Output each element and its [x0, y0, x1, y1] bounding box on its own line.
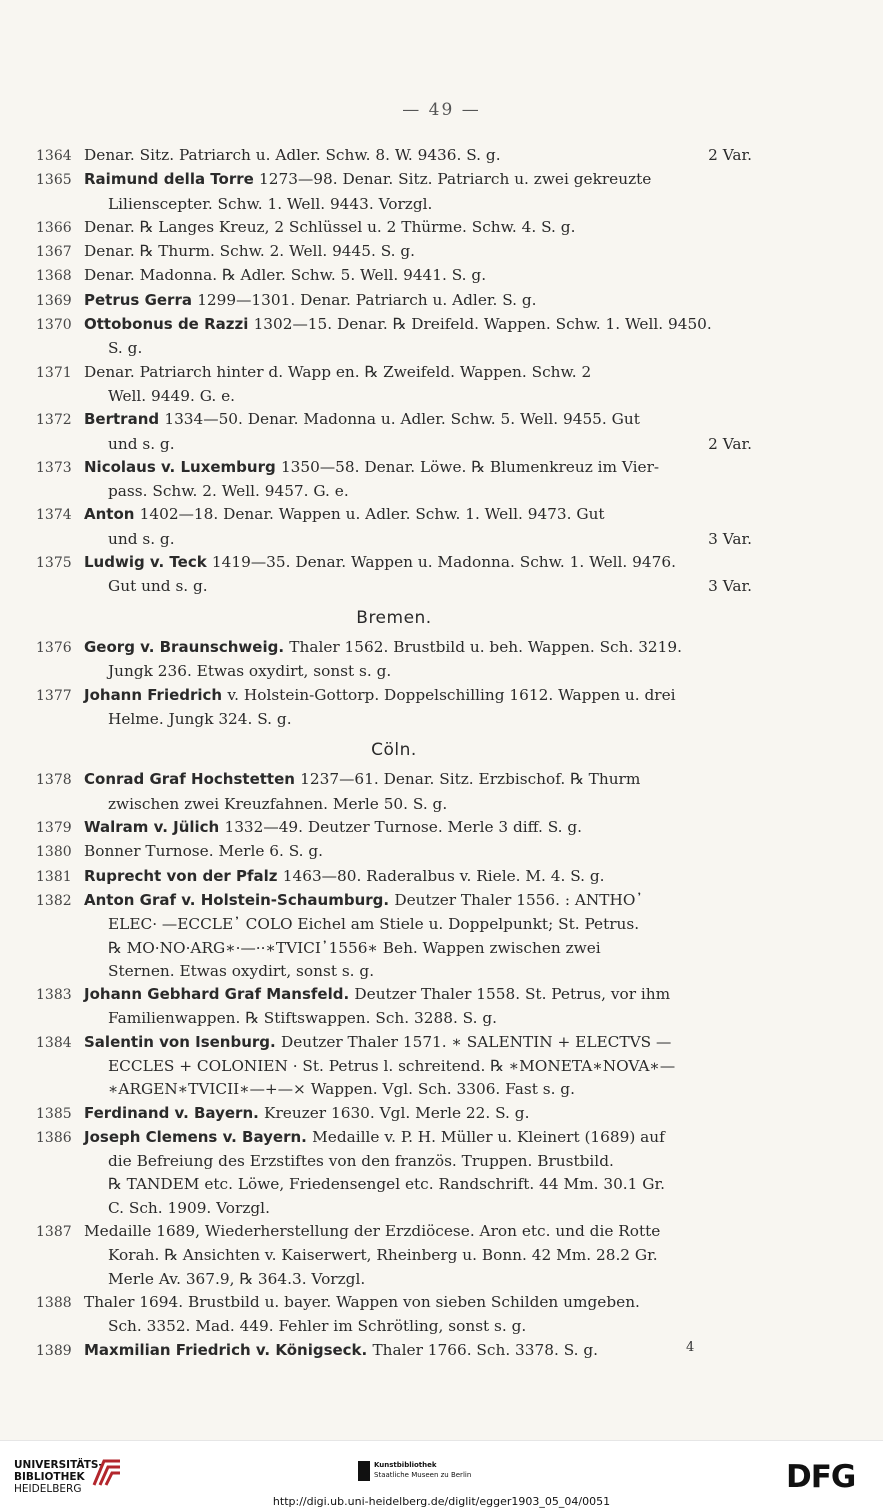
catalog-entry	[36, 408, 752, 456]
catalog-entry	[36, 983, 752, 1031]
entry-variants: 2 Var.	[708, 146, 752, 164]
entry-continuation: ∗ARGEN∗TVICII∗—+—× Wappen. Vgl. Sch. 3306. Fast s. g.	[108, 1080, 575, 1099]
entry-line	[36, 1102, 752, 1126]
catalog-entry	[36, 313, 752, 361]
entry-line	[36, 264, 752, 288]
entry-line	[36, 983, 752, 1007]
catalog-entry	[36, 1291, 752, 1339]
entry-text: Medaille 1689, Wiederherstellung der Erzdiöcese. Aron etc. und die Rotte	[84, 1222, 661, 1241]
entry-text: 1334—50. Denar. Madonna u. Adler. Schw. 5. Well. 9455. Gut	[164, 410, 640, 429]
entry-number: 1372	[36, 412, 72, 429]
entry-text: 1273—98. Denar. Sitz. Patriarch u. zwei gekreuzte	[259, 170, 652, 189]
entry-text: Denar. Sitz. Patriarch u. Adler. Schw. 8. W. 9436. S. g.	[84, 146, 501, 164]
entry-number: 1376	[36, 639, 72, 656]
footer-bar	[0, 1440, 883, 1511]
entry-ruler-name: Anton	[84, 505, 140, 524]
entry-text: Denar. ℞ Thurm. Schw. 2. Well. 9445. S. g.	[84, 242, 416, 261]
entry-number: 1371	[36, 364, 72, 381]
entries-group-bremen	[36, 636, 752, 731]
entry-continuation: Korah. ℞ Ansichten v. Kaiserwert, Rheinberg u. Bonn. 42 Mm. 28.2 Gr.	[108, 1246, 658, 1265]
entry-continuation: ELEC· —ECCLE᾽ COLO Eichel am Stiele u. Doppelpunkt; St. Petrus.	[108, 915, 640, 934]
entry-ruler-name: Ludwig v. Teck	[84, 553, 212, 572]
entry-continuation: S. g.	[108, 339, 143, 358]
entry-line	[36, 889, 752, 913]
catalog-entry	[36, 216, 752, 240]
entry-line	[36, 144, 752, 168]
entry-variants: 3 Var.	[708, 577, 752, 596]
entry-line	[36, 636, 752, 660]
permalink-url[interactable]: http://digi.ub.uni-heidelberg.de/diglit/egger1903_05_04/0051	[272, 1495, 611, 1508]
entry-continuation: und s. g. 2 Var.	[36, 433, 752, 456]
catalog-entry	[36, 456, 752, 504]
entry-continuation: Familienwappen. ℞ Stiftswappen. Sch. 3288. S. g.	[108, 1009, 497, 1028]
entry-number: 1368	[36, 268, 72, 285]
entry-number: 1379	[36, 820, 72, 837]
entry-continuation: zwischen zwei Kreuzfahnen. Merle 50. S. g.	[108, 794, 448, 813]
entry-continuation: Helme. Jungk 324. S. g.	[108, 709, 292, 728]
entry-ruler-name: Joseph Clemens v. Bayern.	[84, 1127, 313, 1146]
entry-text: v. Holstein-Gottorp. Doppelschilling 1612. Wappen u. drei	[227, 685, 676, 704]
catalog-entries	[36, 144, 752, 1363]
entry-text: Thaler 1562. Brustbild u. beh. Wappen. Sch. 3219.	[289, 637, 682, 656]
entry-text: Thaler 1766. Sch. 3378. S. g.	[372, 1340, 599, 1359]
entry-text: 1302—15. Denar. ℞ Dreifeld. Wappen. Schw. 1. Well. 9450.	[253, 315, 712, 334]
uni-heidelberg-logo-icon	[90, 1455, 126, 1491]
entry-continuation: pass. Schw. 2. Well. 9457. G. e.	[108, 482, 349, 501]
entry-continuation: Jungk 236. Etwas oxydirt, sonst s. g.	[108, 662, 392, 681]
entry-line	[36, 1031, 752, 1055]
entry-number: 1381	[36, 868, 72, 885]
entry-number: 1384	[36, 1034, 72, 1051]
entry-continuation: Sch. 3352. Mad. 449. Fehler im Schrötling, sonst s. g.	[108, 1317, 527, 1336]
entry-ruler-name: Raimund della Torre	[84, 170, 260, 189]
entry-continuation: Gut und s. g. 3 Var.	[36, 575, 752, 598]
entry-line	[36, 240, 752, 264]
entry-text: Denar. Patriarch hinter d. Wapp en. ℞ Zweifeld. Wappen. Schw. 2	[84, 362, 592, 381]
entry-number: 1364	[36, 148, 72, 164]
entry-continuation: Merle Av. 367.9, ℞ 364.3. Vorzgl.	[108, 1269, 366, 1288]
entry-number: 1383	[36, 987, 72, 1004]
entry-continuation: ECCLES + COLONIEN · St. Petrus l. schreitend. ℞ ∗MONETA∗NOVA∗—	[108, 1056, 676, 1075]
entry-text: Deutzer Thaler 1558. St. Petrus, vor ihm	[354, 985, 671, 1004]
entry-number: 1378	[36, 772, 72, 789]
entry-text: 1402—18. Denar. Wappen u. Adler. Schw. 1. Well. 9473. Gut	[139, 505, 605, 524]
entry-number: 1375	[36, 555, 72, 572]
entry-text: Thaler 1694. Brustbild u. bayer. Wappen von sieben Schilden umgeben.	[84, 1292, 640, 1311]
uni-line3: HEIDELBERG	[14, 1483, 82, 1495]
entry-ruler-name: Johann Friedrich	[84, 685, 228, 704]
entry-line	[36, 408, 752, 432]
entry-text: Denar. ℞ Langes Kreuz, 2 Schlüssel u. 2 Thürme. Schw. 4. S. g.	[84, 217, 576, 236]
entry-ruler-name: Walram v. Jülich	[84, 818, 225, 837]
entry-text: Deutzer Thaler 1556. : ANTHO᾽	[394, 890, 644, 909]
entry-ruler-name: Johann Gebhard Graf Mansfeld.	[84, 985, 355, 1004]
entry-ruler-name: Petrus Gerra	[84, 290, 198, 309]
entry-line	[36, 1291, 752, 1315]
section-heading-bremen: Bremen.	[356, 607, 432, 628]
entry-ruler-name: Ruprecht von der Pfalz	[84, 866, 283, 885]
catalog-entry	[36, 684, 752, 732]
catalog-entry	[36, 636, 752, 684]
catalog-entry	[36, 840, 752, 864]
entry-continuation: und s. g. 3 Var.	[36, 528, 752, 551]
entry-line	[36, 1126, 752, 1150]
catalog-entry	[36, 1031, 752, 1102]
entry-ruler-name: Anton Graf v. Holstein-Schaumburg.	[84, 890, 395, 909]
entry-number: 1366	[36, 219, 72, 236]
entry-text: Denar. Madonna. ℞ Adler. Schw. 5. Well. 9441. S. g.	[84, 266, 487, 285]
entry-line	[36, 503, 752, 527]
signature-mark: 4	[686, 1340, 695, 1355]
catalog-entry	[36, 264, 752, 288]
catalog-entry	[36, 1220, 752, 1291]
entries-group-venice	[36, 144, 752, 599]
entry-text: 1299—1301. Denar. Patriarch u. Adler. S. g.	[197, 290, 537, 309]
entry-line	[36, 865, 752, 889]
catalog-entry	[36, 240, 752, 264]
entry-number: 1373	[36, 459, 72, 476]
entry-number: 1367	[36, 244, 72, 261]
entry-continuation: C. Sch. 1909. Vorzgl.	[108, 1198, 270, 1217]
catalog-entry	[36, 168, 752, 216]
catalog-entry	[36, 551, 752, 599]
catalog-entry	[36, 503, 752, 551]
entries-group-coeln	[36, 768, 752, 1362]
entry-line	[36, 1220, 752, 1244]
entry-text: 1332—49. Deutzer Turnose. Merle 3 diff. S. g.	[224, 818, 583, 837]
catalog-entry	[36, 865, 752, 889]
entry-continuation: ℞ TANDEM etc. Löwe, Friedensengel etc. Randschrift. 44 Mm. 30.1 Gr.	[108, 1175, 665, 1194]
entry-number: 1387	[36, 1224, 72, 1241]
entry-text: Deutzer Thaler 1571. ∗ SALENTIN + ELECTVS —	[280, 1032, 672, 1051]
entry-line	[36, 456, 752, 480]
uni-line1: UNIVERSITÄTS-	[14, 1459, 103, 1471]
dfg-logo[interactable]: DFG	[786, 1459, 856, 1495]
entry-line	[36, 168, 752, 192]
kb-line2: Staatliche Museen zu Berlin	[374, 1471, 472, 1479]
entry-number: 1365	[36, 172, 72, 189]
catalog-entry	[36, 1339, 752, 1363]
entry-number: 1382	[36, 892, 72, 909]
entry-line	[36, 840, 752, 864]
entry-ruler-name: Georg v. Braunschweig.	[84, 637, 290, 656]
entry-number: 1389	[36, 1342, 72, 1359]
entry-ruler-name: Bertrand	[84, 410, 165, 429]
section-heading-coeln: Cöln.	[371, 740, 417, 761]
catalog-entry	[36, 889, 752, 983]
entry-continuation: Sternen. Etwas oxydirt, sonst s. g.	[108, 961, 375, 980]
entry-number: 1385	[36, 1105, 72, 1122]
entry-text: 1237—61. Denar. Sitz. Erzbischof. ℞ Thurm	[300, 770, 641, 789]
entry-ruler-name: Nicolaus v. Luxemburg	[84, 457, 281, 476]
entry-number: 1386	[36, 1129, 72, 1146]
kunstbibliothek-logo[interactable]	[374, 1460, 471, 1480]
entry-line	[36, 216, 752, 240]
catalog-entry	[36, 1102, 752, 1126]
entry-text: 1350—58. Denar. Löwe. ℞ Blumenkreuz im Vier-	[280, 457, 660, 476]
catalog-entry	[36, 144, 752, 168]
entry-line	[36, 313, 752, 337]
catalog-entry	[36, 816, 752, 840]
entry-continuation: Lilienscepter. Schw. 1. Well. 9443. Vorzgl.	[108, 194, 433, 213]
entry-number: 1369	[36, 292, 72, 309]
entry-text: Kreuzer 1630. Vgl. Merle 22. S. g.	[264, 1103, 530, 1122]
entry-line	[36, 1339, 752, 1363]
entry-ruler-name: Salentin von Isenburg.	[84, 1032, 281, 1051]
kb-line1: Kunstbibliothek	[374, 1461, 437, 1469]
entry-text: 1463—80. Raderalbus v. Riele. M. 4. S. g.	[282, 866, 605, 885]
entry-number: 1388	[36, 1294, 72, 1311]
entry-ruler-name: Maxmilian Friedrich v. Königseck.	[84, 1340, 373, 1359]
catalog-entry	[36, 289, 752, 313]
entry-line	[36, 289, 752, 313]
entry-text: Medaille v. P. H. Müller u. Kleinert (1689) auf	[312, 1127, 665, 1146]
entry-ruler-name: Ottobonus de Razzi	[84, 315, 254, 334]
entry-variants: 2 Var.	[708, 434, 752, 453]
catalog-entry	[36, 1126, 752, 1220]
catalog-entry	[36, 361, 752, 409]
entry-line	[36, 816, 752, 840]
page-number: — 49 —	[402, 100, 481, 120]
entry-number: 1377	[36, 687, 72, 704]
entry-text: Bonner Turnose. Merle 6. S. g.	[84, 842, 324, 861]
entry-line	[36, 684, 752, 708]
entry-number: 1370	[36, 317, 72, 334]
entry-ruler-name: Conrad Graf Hochstetten	[84, 770, 301, 789]
catalog-entry	[36, 768, 752, 816]
entry-text: 1419—35. Denar. Wappen u. Madonna. Schw. 1. Well. 9476.	[211, 553, 676, 572]
entry-continuation: ℞ MO·NO·ARG∗·—··∗TVICI᾽1556∗ Beh. Wappen zwischen zwei	[108, 938, 601, 957]
entry-continuation: Well. 9449. G. e.	[108, 386, 236, 405]
kunstbibliothek-icon	[358, 1461, 370, 1481]
entry-line	[36, 551, 752, 575]
entry-line	[36, 768, 752, 792]
entry-variants: 3 Var.	[708, 529, 752, 548]
entry-ruler-name: Ferdinand v. Bayern.	[84, 1103, 265, 1122]
uni-line2: BIBLIOTHEK	[14, 1471, 85, 1483]
entry-number: 1380	[36, 844, 72, 861]
entry-line	[36, 361, 752, 385]
entry-continuation: die Befreiung des Erzstiftes von den französ. Truppen. Brustbild.	[108, 1152, 614, 1171]
entry-number: 1374	[36, 507, 72, 524]
